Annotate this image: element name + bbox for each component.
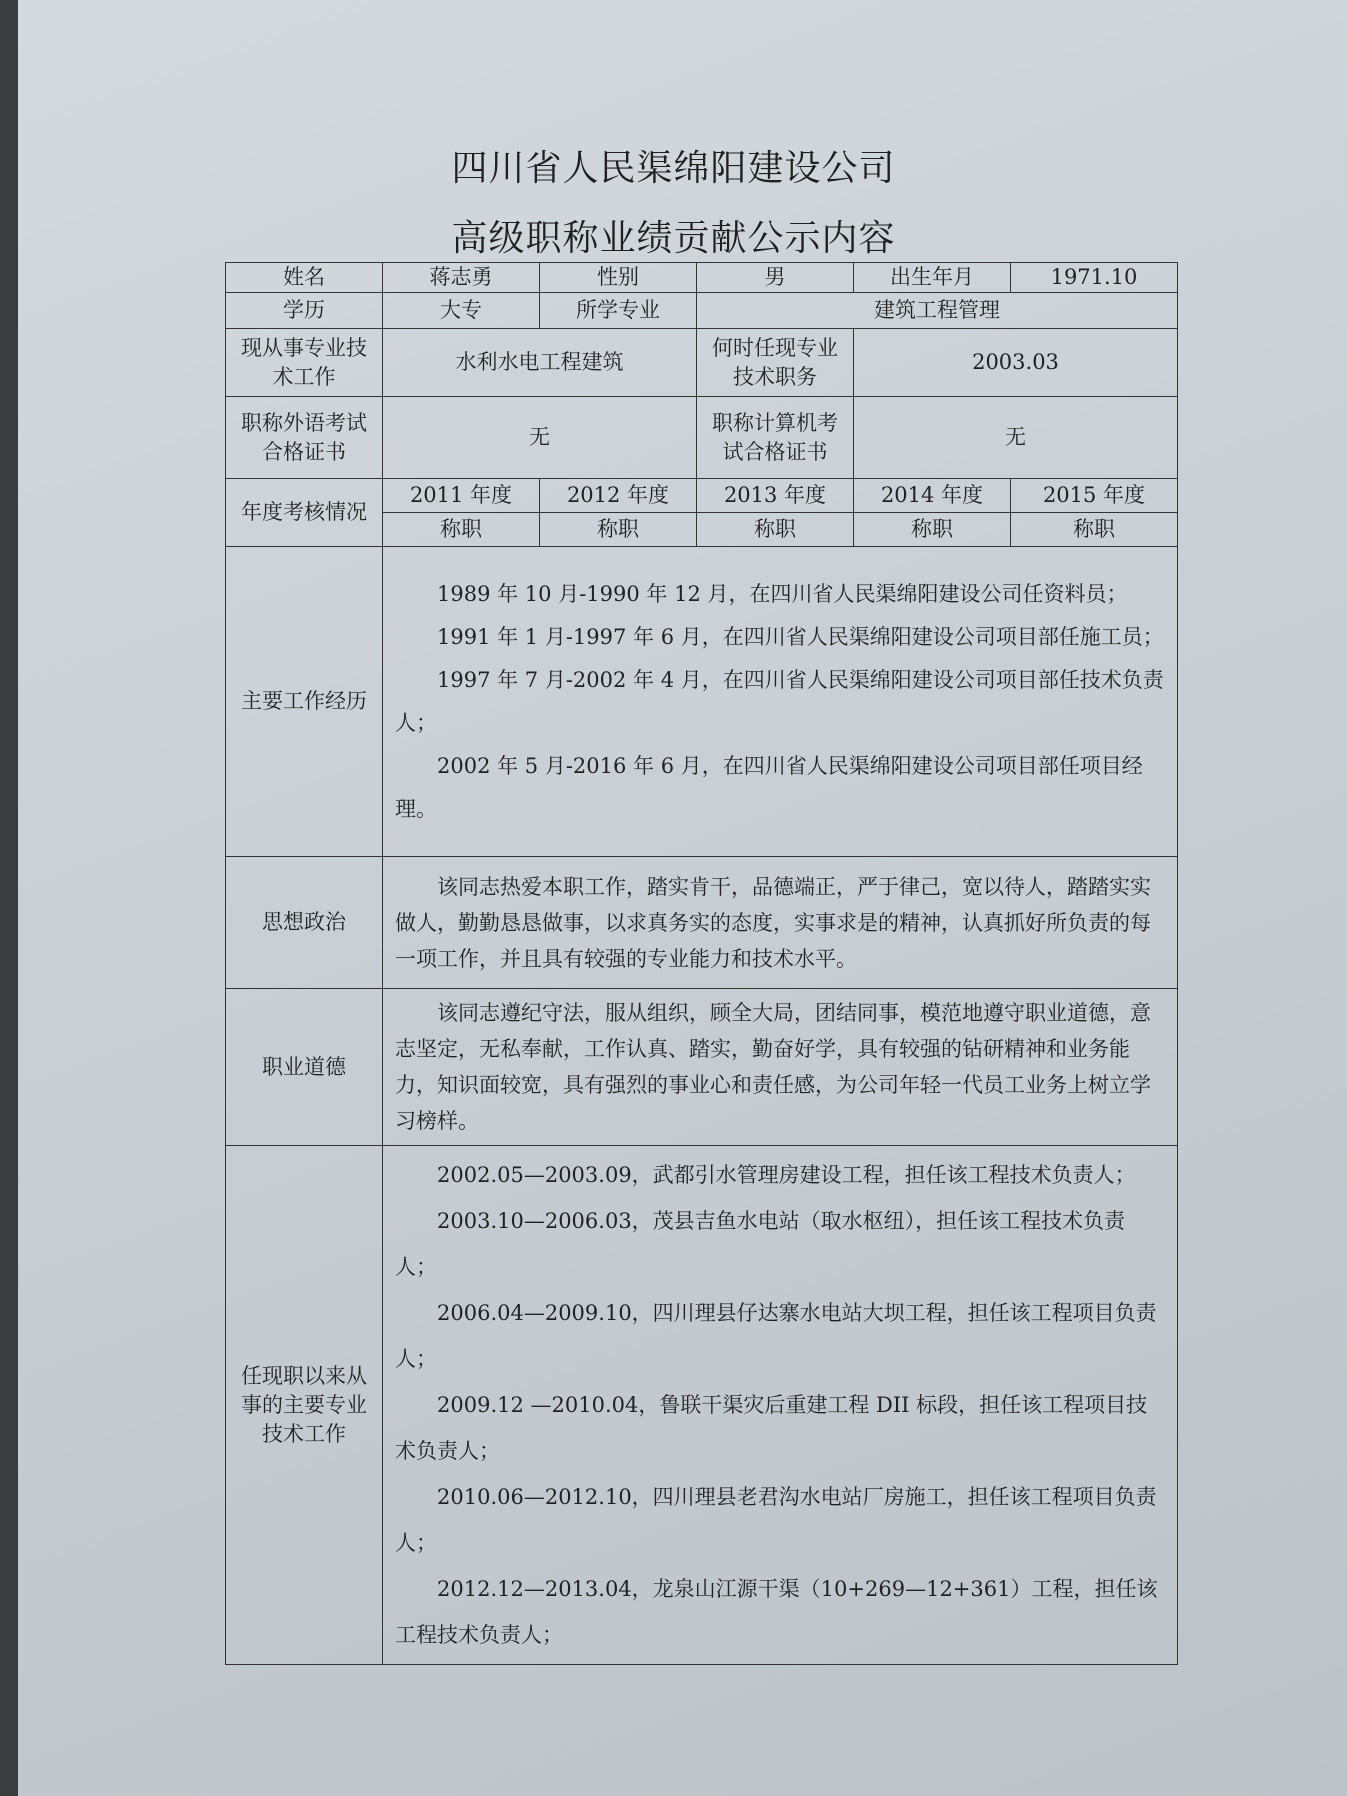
review-result: 称职 [1011, 513, 1178, 547]
work-history-item: 1997 年 7 月-2002 年 4 月，在四川省人民渠绵阳建设公司项目部任技术负责人； [395, 667, 1164, 735]
current-work-value: 水利水电工程建筑 [383, 329, 697, 397]
ethics-text: 该同志遵纪守法，服从组织，顾全大局，团结同事，模范地遵守职业道德，意志坚定，无私奉献，工作认真、踏实，勤奋好学，具有较强的钻研精神和业务能力，知识面较宽，具有强烈的事业心和责任感，为公司年轻一代员工业务上树立学习榜样。 [395, 1001, 1151, 1133]
row-education [226, 293, 1178, 329]
education-value: 大专 [383, 293, 540, 329]
appointment-time-value: 2003.03 [854, 329, 1178, 397]
project-item: 2009.12 —2010.04，鲁联干渠灾后重建工程 DII 标段，担任该工程项目技术负责人； [395, 1393, 1148, 1463]
name-label: 姓名 [226, 263, 383, 293]
row-certificates [226, 397, 1178, 479]
review-result: 称职 [383, 513, 540, 547]
row-ethics [226, 989, 1178, 1146]
row-political [226, 857, 1178, 989]
work-history-label: 主要工作经历 [226, 547, 383, 857]
birth-label: 出生年月 [854, 263, 1011, 293]
work-history-item: 1989 年 10 月-1990 年 12 月，在四川省人民渠绵阳建设公司任资料员； [437, 581, 1128, 606]
main-projects-content [383, 1146, 1178, 1665]
birth-value: 1971.10 [1011, 263, 1178, 293]
name-value: 蒋志勇 [383, 263, 540, 293]
project-item: 2002.05—2003.09，武都引水管理房建设工程，担任该工程技术负责人； [437, 1163, 1136, 1187]
review-year: 2014 年度 [854, 479, 1011, 513]
annual-review-label: 年度考核情况 [226, 479, 383, 547]
computer-cert-label: 职称计算机考试合格证书 [697, 397, 854, 479]
ethics-label: 职业道德 [226, 989, 383, 1146]
row-review-years [226, 479, 1178, 513]
row-basic [226, 263, 1178, 293]
review-year: 2012 年度 [540, 479, 697, 513]
ethics-content [383, 989, 1178, 1146]
row-work-history [226, 547, 1178, 857]
review-result: 称职 [540, 513, 697, 547]
review-year: 2013 年度 [697, 479, 854, 513]
education-label: 学历 [226, 293, 383, 329]
appointment-time-label: 何时任现专业技术职务 [697, 329, 854, 397]
info-table [225, 262, 1178, 1665]
major-label: 所学专业 [540, 293, 697, 329]
review-result: 称职 [697, 513, 854, 547]
work-history-item: 2002 年 5 月-2016 年 6 月，在四川省人民渠绵阳建设公司项目部任项目经理。 [395, 753, 1143, 821]
review-year: 2015 年度 [1011, 479, 1178, 513]
computer-cert-value: 无 [854, 397, 1178, 479]
row-current-work [226, 329, 1178, 397]
political-label: 思想政治 [226, 857, 383, 989]
political-content [383, 857, 1178, 989]
project-item: 2006.04—2009.10，四川理县仔达寨水电站大坝工程，担任该工程项目负责人； [395, 1301, 1157, 1371]
gender-label: 性别 [540, 263, 697, 293]
row-main-projects [226, 1146, 1178, 1665]
project-item: 2012.12—2013.04，龙泉山江源干渠（10+269—12+361）工程，担任该工程技术负责人； [395, 1577, 1158, 1647]
work-history-content [383, 547, 1178, 857]
company-title: 四川省人民渠绵阳建设公司 [451, 148, 896, 189]
foreign-lang-cert-label: 职称外语考试合格证书 [226, 397, 383, 479]
gender-value: 男 [697, 263, 854, 293]
political-text: 该同志热爱本职工作，踏实肯干，品德端正，严于律己，宽以待人，踏踏实实做人，勤勤恳恳做事，以求真务实的态度，实事求是的精神，认真抓好所负责的每一项工作，并且具有较强的专业能力和技术水平。 [395, 874, 1151, 971]
foreign-lang-cert-value: 无 [383, 397, 697, 479]
review-year: 2011 年度 [383, 479, 540, 513]
project-item: 2010.06—2012.10，四川理县老君沟水电站厂房施工，担任该工程项目负责人； [395, 1485, 1157, 1555]
main-projects-label: 任现职以来从事的主要专业技术工作 [226, 1146, 383, 1665]
project-item: 2003.10—2006.03，茂县吉鱼水电站（取水枢纽），担任该工程技术负责人； [395, 1209, 1126, 1279]
work-history-item: 1991 年 1 月-1997 年 6 月，在四川省人民渠绵阳建设公司项目部任施工员； [437, 624, 1164, 649]
document-title: 高级职称业绩贡献公示内容 [451, 218, 896, 259]
review-result: 称职 [854, 513, 1011, 547]
major-value: 建筑工程管理 [697, 293, 1178, 329]
current-work-label: 现从事专业技术工作 [226, 329, 383, 397]
